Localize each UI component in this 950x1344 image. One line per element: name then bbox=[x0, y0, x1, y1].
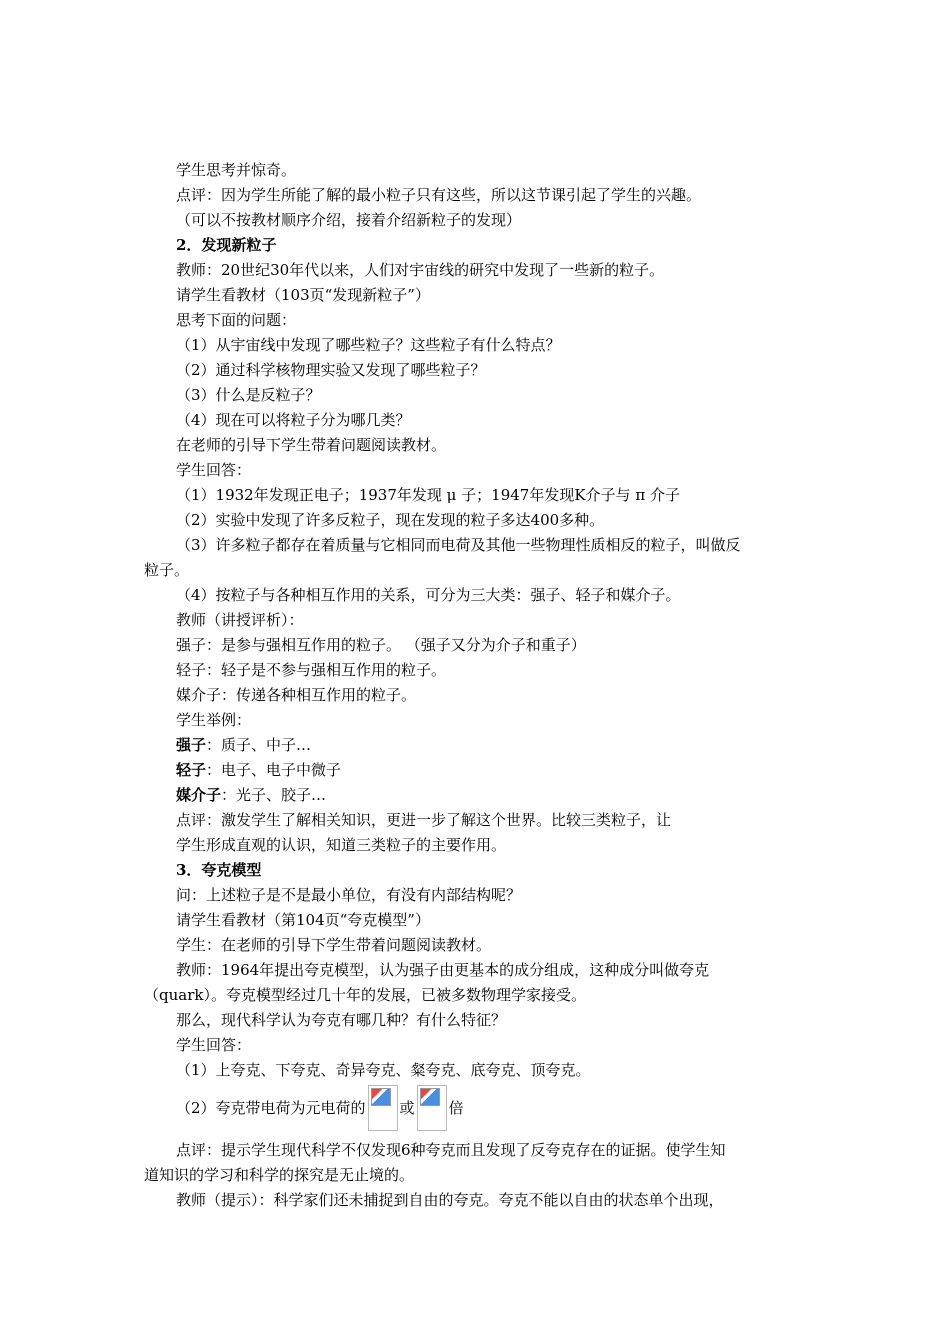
section-heading: 2．发现新粒子 bbox=[176, 236, 277, 254]
example-line bbox=[176, 760, 341, 780]
example-term: 轻子 bbox=[176, 761, 207, 779]
question-item: （4）现在可以将粒子分为哪几类？ bbox=[176, 411, 411, 429]
example-term: 强子 bbox=[176, 736, 207, 754]
paragraph-line: 学生举例： bbox=[176, 711, 252, 729]
paragraph-line: 点评：因为学生所能了解的最小粒子只有这些，所以这节课引起了学生的兴趣。 bbox=[176, 186, 702, 204]
example-desc: ：电子、电子中微子 bbox=[206, 761, 342, 779]
charge-prefix: （2）夸克带电荷为元电荷的 bbox=[176, 1099, 366, 1117]
paragraph-line: 请学生看教材（第104页“夸克模型”） bbox=[176, 911, 430, 929]
paragraph-line: 学生思考并惊奇。 bbox=[176, 161, 297, 179]
paragraph-line: 学生形成直观的认识，知道三类粒子的主要作用。 bbox=[176, 836, 507, 854]
paragraph-line: 学生回答： bbox=[176, 1036, 252, 1054]
example-desc: ：光子、胶子… bbox=[221, 786, 327, 804]
charge-suffix: 倍 bbox=[448, 1099, 464, 1117]
charge-middle: 或 bbox=[399, 1099, 415, 1117]
paragraph-line: 点评：激发学生了解相关知识，更进一步了解这个世界。比较三类粒子，让 bbox=[176, 811, 672, 829]
paragraph-line: （可以不按教材顺序介绍，接着介绍新粒子的发现） bbox=[176, 211, 522, 229]
paragraph-line: 教师：1964年提出夸克模型，认为强子由更基本的成分组成，这种成分叫做夸克 bbox=[176, 961, 710, 979]
question-item: （2）通过科学核物理实验又发现了哪些粒子？ bbox=[176, 361, 486, 379]
fraction-image-icon bbox=[417, 1085, 447, 1131]
question-item: （1）从宇宙线中发现了哪些粒子？这些粒子有什么特点？ bbox=[176, 336, 561, 354]
paragraph-line: 那么，现代科学认为夸克有哪几种？有什么特征？ bbox=[176, 1011, 507, 1029]
paragraph-line: 教师（讲授评析）： bbox=[176, 611, 304, 629]
paragraph-line: 学生：在老师的引导下学生带着问题阅读教材。 bbox=[176, 936, 492, 954]
answer-item: （3）许多粒子都存在着质量与它相同而电荷及其他一些物理性质相反的粒子，叫做反 bbox=[176, 536, 741, 554]
answer-item: （2）实验中发现了许多反粒子，现在发现的粒子多达400多种。 bbox=[176, 511, 605, 529]
example-line bbox=[176, 735, 311, 755]
paragraph-line: 媒介子：传递各种相互作用的粒子。 bbox=[176, 686, 417, 704]
example-term: 媒介子 bbox=[176, 786, 222, 804]
paragraph-line: 教师：20世纪30年代以来，人们对宇宙线的研究中发现了一些新的粒子。 bbox=[176, 261, 665, 279]
charge-answer-line bbox=[176, 1084, 464, 1131]
paragraph-line: 轻子：轻子是不参与强相互作用的粒子。 bbox=[176, 661, 447, 679]
fraction-image-icon bbox=[368, 1085, 398, 1131]
question-item: （3）什么是反粒子？ bbox=[176, 386, 321, 404]
paragraph-line: 强子：是参与强相互作用的粒子。 （强子又分为介子和重子） bbox=[176, 636, 586, 654]
paragraph-line: 学生回答： bbox=[176, 461, 252, 479]
answer-item: （1）1932年发现正电子；1937年发现 μ 子；1947年发现K介子与 π 介子 bbox=[176, 486, 680, 504]
paragraph-line: 教师（提示）：科学家们还未捕捉到自由的夸克。夸克不能以自由的状态单个出现， bbox=[176, 1191, 724, 1209]
example-desc: ：质子、中子… bbox=[206, 736, 312, 754]
answer-item: （4）按粒子与各种相互作用的关系，可分为三大类：强子、轻子和媒介子。 bbox=[176, 586, 681, 604]
answer-item: （1）上夸克、下夸克、奇异夸克、粲夸克、底夸克、顶夸克。 bbox=[176, 1061, 591, 1079]
paragraph-line: 思考下面的问题： bbox=[176, 311, 297, 329]
paragraph-line: 问：上述粒子是不是最小单位，有没有内部结构呢？ bbox=[176, 886, 522, 904]
paragraph-line: 在老师的引导下学生带着问题阅读教材。 bbox=[176, 436, 447, 454]
paragraph-line-continued: 道知识的学习和科学的探究是无止境的。 bbox=[144, 1166, 415, 1184]
section-heading: 3．夸克模型 bbox=[176, 861, 262, 879]
paragraph-line: 请学生看教材（103页“发现新粒子”） bbox=[176, 286, 430, 304]
example-line bbox=[176, 785, 326, 805]
answer-item-continued: 粒子。 bbox=[144, 561, 190, 579]
paragraph-line: 点评：提示学生现代科学不仅发现6种夸克而且发现了反夸克存在的证据。使学生知 bbox=[176, 1141, 726, 1159]
paragraph-line-continued: （quark）。夸克模型经过几十年的发展，已被多数物理学家接受。 bbox=[144, 986, 586, 1004]
